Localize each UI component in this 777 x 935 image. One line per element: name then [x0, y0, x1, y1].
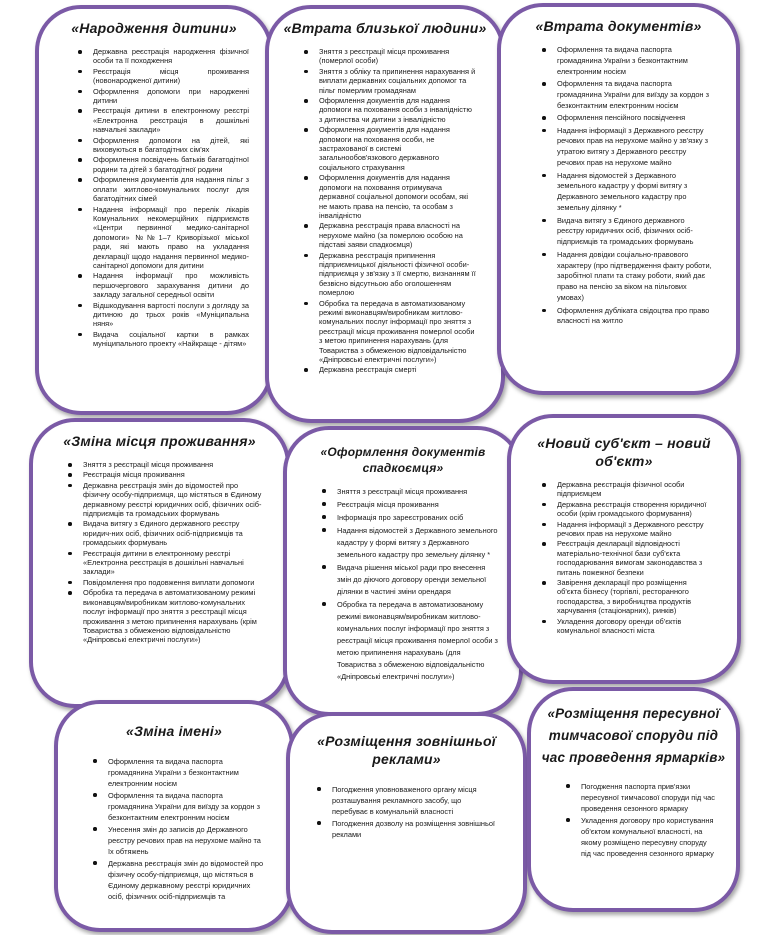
list-item: Державна реєстрація змін до відомостей про фізичну особу-підприємця, що містяться в Єдиному державному реєстрі юридичних осіб, фізичних осіб-підприємців та	[108, 858, 268, 902]
list-item: Відшкодування вартості послуги з догляду за дитиною до трьох років «Муніципальна няня»	[93, 300, 249, 329]
list-item: Державна реєстрація створення юридичної особи (крім громадського формування)	[557, 500, 713, 519]
list-item: Державна реєстрація народження фізичної особи та її походження	[93, 47, 249, 66]
list-item: Видача витягу з Єдиного державного реєстру юридич-них осіб, фізичних осіб-підприємців та громадських формувань	[83, 519, 266, 547]
list-item: Надання інформації з Державного реєстру речових прав на нерухоме майно	[557, 520, 713, 539]
service-list	[43, 460, 276, 645]
service-list	[297, 486, 509, 683]
list-item: Оформлення допомоги на дітей, які виховуються в багатодітних сім'ях	[93, 135, 249, 155]
service-list	[49, 47, 259, 349]
list-item: Реєстрація дитини в електронному реєстрі «Електронна реєстрація в дошкільні навчальні заклади»	[83, 549, 266, 577]
list-item: Видача витягу з Єдиного державного реєстру юридичних осіб, фізичних осіб-підприємців та громадських формувань	[557, 216, 712, 249]
list-item: Укладення договору про користування об'єктом комунальної власності, на якому розміщено пересувну споруду під час проведення сезонного ярмарку	[581, 815, 718, 859]
list-item: Оформлення документів для надання допомоги на поховання особи, не застрахованої в системі загальнообов'язкового державного соціального страхування	[319, 125, 477, 172]
list-item: Реєстрація декларації відповідності матеріально-технічної бази суб'єкта господарювання вимогам законодавства з питань пожежної безпеки	[557, 539, 713, 577]
list-item: Оформлення документів для надання допомоги на поховання особи з інвалідністю з дитинства чи дитини з інвалідністю	[319, 96, 477, 124]
service-list	[541, 781, 726, 859]
card-title: «Розміщення зовнішньої реклами»	[317, 733, 496, 767]
list-item: Реєстрація дитини в електронному реєстрі «Електронна реєстрація в дошкільні навчальні заклади»	[93, 106, 249, 135]
service-list	[279, 47, 491, 375]
list-item: Обробка та передача в автоматизованому режимі виконавцям/виробникам житлово-комунальних послуг інформації про зняття з реєстрації місця проживання померлої особи з метою припинення нарахувань (для Товариства з обмеженою відповідальністю «Дніпровські електричні послуги»)	[319, 299, 477, 365]
card-title: «Втрата документів»	[535, 18, 702, 34]
list-item: Оформлення та видача паспорта громадянина України з безконтактним електронним носієм	[108, 756, 268, 789]
list-item: Надання інформації про перелік лікарів Комунальних некомерційних підприємств «Центри первинної медико-санітарної допомоги» №№1–7 Криворізької міської ради, які мають право на укладання декларації щодо надання первинної медико-санітарної допомоги для дитини	[93, 204, 249, 270]
list-item: Державна реєстрація смерті	[319, 365, 477, 374]
service-card-outdoor-advertising	[286, 712, 527, 934]
list-item: Надання довідки соціально-правового характеру (про підтвердження факту роботи, заробітної плати та стажу роботи, який дає право на пенсію за віком на пільгових умовах)	[557, 249, 712, 303]
list-item: Оформлення та видача паспорта громадянина України для виїзду за кордон з безконтактним електронним носієм	[557, 79, 712, 112]
card-title: «Зміна місця проживання»	[63, 433, 256, 449]
service-list	[300, 784, 513, 840]
service-card-birth	[35, 5, 273, 415]
list-item: Оформлення документів для надання пільг з оплати житлово-комунальних послуг для багатодітних сімей	[93, 175, 249, 204]
card-title: «Новий суб'єкт – новий об'єкт»	[537, 435, 711, 469]
service-card-name-change	[54, 700, 294, 932]
service-card-heir-documents	[283, 426, 523, 716]
card-title: «Народження дитини»	[71, 20, 237, 36]
list-item: Обробка та передача в автоматизованому режимі виконавцям/виробникам житлово-комунальних послуг інформації про зняття з реєстрації місця проживання з метою припинення нарахувань (крім Товариства з обмеженою відповідальністю «Дніпровські електричні послуги»)	[83, 588, 266, 644]
list-item: Оформлення пенсійного посвідчення	[557, 113, 712, 124]
list-item: Надання відомостей з Державного земельного кадастру у формі витягу з Державного земельного кадастру про земельну ділянку *	[337, 525, 501, 561]
list-item: Зняття з обліку та припинення нарахування й виплати державних соціальних допомог та пільг померлим громадянам	[319, 66, 476, 95]
service-list	[68, 756, 280, 902]
list-item: Оформлення та видача паспорта громадянина України з безконтактним електронним носієм	[557, 45, 712, 78]
list-item: Зняття з реєстрації місця проживання (померлої особи)	[319, 47, 477, 66]
list-item: Погодження дозволу на розміщення зовнішньої реклами	[332, 818, 499, 840]
service-list	[521, 480, 727, 636]
service-card-change-of-residence	[29, 418, 290, 708]
list-item: Оформлення документів для надання допомоги на поховання отримувача державної соціальної допомоги особам, які не мають права на пенсію, та особам з інвалідністю	[319, 173, 477, 220]
card-title: «Розміщення пересувної тимчасової споруди під час проведення ярмарків»	[541, 706, 726, 765]
service-card-new-subject	[507, 414, 741, 684]
card-title: «Зміна імені»	[126, 723, 222, 739]
list-item: Інформація про зареєстрованих осіб	[337, 512, 501, 524]
list-item: Зняття з реєстрації місця проживання	[337, 486, 501, 498]
service-card-mobile-structure	[527, 687, 740, 912]
list-item: Державна реєстрація права власності на нерухоме майно (за померлою особою на підставі заяви спадкоємця)	[319, 221, 477, 249]
list-item: Оформлення посвідчень батьків багатодітної родини та дітей з багатодітної родини	[93, 155, 249, 174]
list-item: Оформлення дубліката свідоцтва про право власності на житло	[557, 306, 712, 328]
list-item: Реєстрація місця проживання	[337, 499, 501, 511]
list-item: Надання відомостей з Державного земельного кадастру у формі витягу з Державного земельного кадастру про земельну ділянку *	[557, 171, 712, 215]
list-item: Надання інформації з Державного реєстру речових прав на нерухоме майно у зв'язку з утратою витягу з Державного реєстру речових прав на нерухоме майно	[557, 126, 712, 170]
service-card-loss-of-relative	[265, 5, 505, 423]
list-item: Оформлення та видача паспорта громадянина України для виїзду за кордон з безконтактним електронним носієм	[108, 790, 268, 823]
list-item: Погодження паспорта прив'язки пересувної тимчасової споруди під час проведення сезонного ярмарку	[581, 781, 718, 814]
card-title: «Втрата близької людини»	[283, 20, 487, 36]
list-item: Оформлення допомоги при народженні дитини	[93, 86, 249, 106]
list-item: Державна реєстрація фізичної особи підприємцем	[557, 480, 713, 499]
list-item: Реєстрація місця проживання	[83, 470, 266, 479]
list-item: Видача рішення міської ради про внесення змін до діючого договору оренди земельної ділянки в частині зміни орендаря	[337, 562, 501, 598]
list-item: Видача соціальної картки в рамках муніципального проекту «Найкраще - дітям»	[93, 329, 249, 349]
list-item: Реєстрація місця проживання (новонародженої дитини)	[93, 66, 249, 86]
list-item: Надання інформації про можливість першочергового зарахування дитини до закладу загальної середньої освіти	[93, 271, 249, 300]
service-list	[511, 45, 726, 327]
list-item: Державна реєстрація змін до відомостей про фізичну особу-підприємця, що містяться в Єдиному державному реєстрі юридичних осіб, фізичних осіб-підприємців та громадських формувань	[83, 481, 266, 519]
list-item: Державна реєстрація припинення підприємницької діяльності фізичної особи-підприємця у зв'язку з її смертю, визнанням її безвісно відсутньою або оголошенням померлою	[319, 250, 476, 298]
list-item: Унесення змін до записів до Державного реєстру речових прав на нерухоме майно та їх обтяжень	[108, 824, 268, 857]
list-item: Обробка та передача в автоматизованому режимі виконавцям/виробникам житлово-комунальних послуг інформації про зняття з реєстрації місця проживання померлої особи з метою припинення нарахувань (для Товариства з обмеженою відповідальністю «Дніпровські електричні послуги»)	[337, 599, 501, 683]
list-item: Зняття з реєстрації місця проживання	[83, 460, 266, 469]
list-item: Укладення договору оренди об'єктів комунальної власності міста	[557, 617, 713, 636]
list-item: Повідомлення про подовження виплати допомоги	[83, 578, 266, 587]
card-title: «Оформлення документів спадкоємця»	[320, 445, 486, 475]
list-item: Завірення декларації про розміщення об'єкта бізнесу (торгівлі, ресторанного господарства, з виробництва продуктів харчування (стаціонарних), ринків)	[557, 578, 713, 616]
service-card-loss-of-documents	[497, 3, 740, 395]
list-item: Погодження уповноваженого органу місця розташування рекламного засобу, що перебуває в комунальній власності	[332, 784, 499, 817]
